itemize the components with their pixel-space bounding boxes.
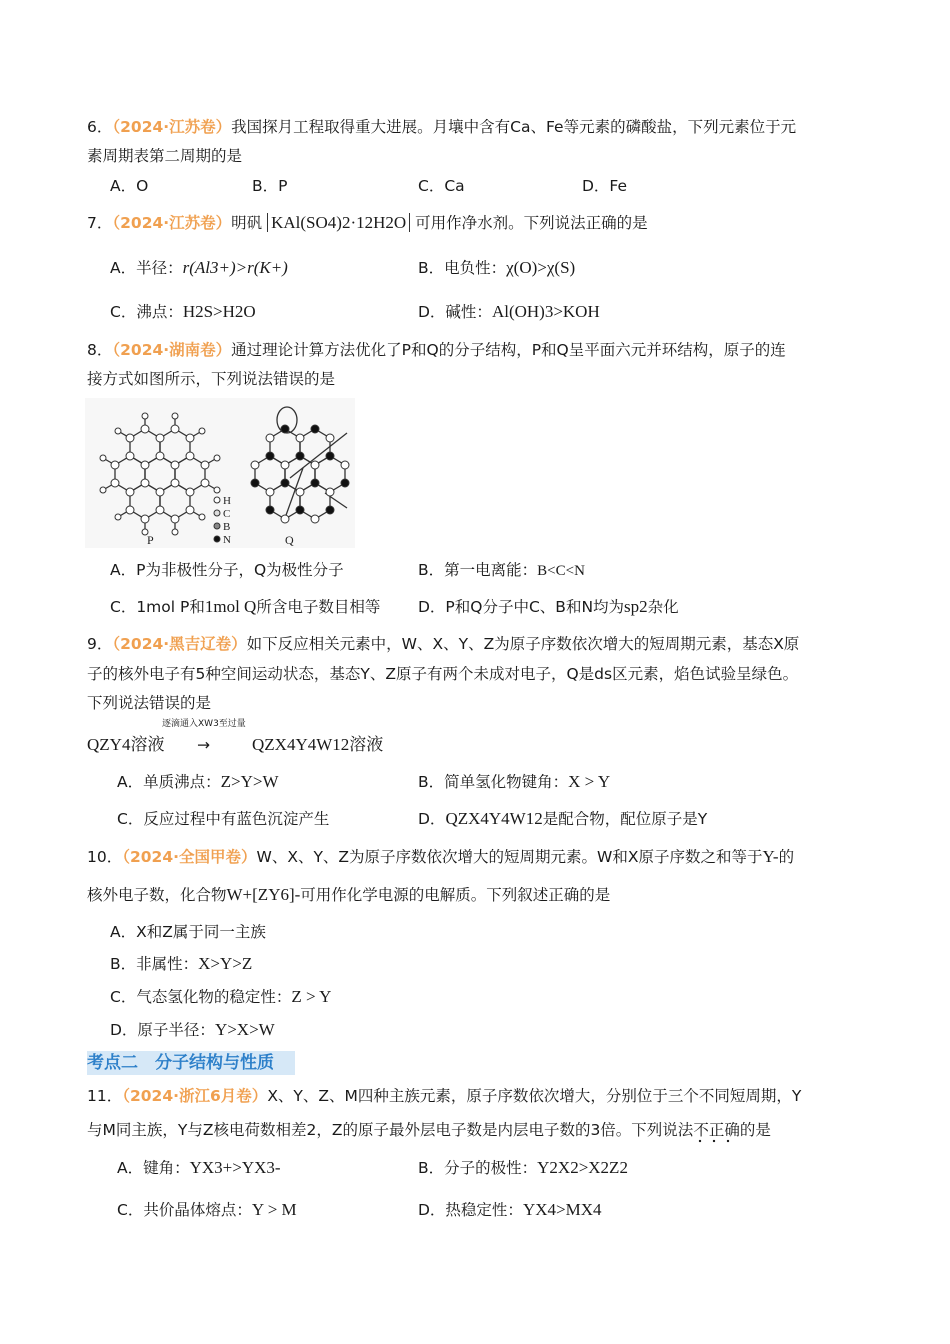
q9-reaction-right: QZX4Y4W12溶液 xyxy=(252,735,384,754)
legend-c: C xyxy=(223,508,231,520)
q6-text2: 素周期表第二周期的是 xyxy=(87,147,243,165)
q11-option-b-formula: Y2X2>X2Z2 xyxy=(537,1158,628,1177)
q11-text2a: 与M同主族，Y与Z核电荷数相差2，Z的原子最外层电子数是内层电子数的3倍。下列说法 xyxy=(87,1121,694,1139)
q11-text1: X、Y、Z、M四种主族元素，原子序数依次增大，分别位于三个不同短周期，Y xyxy=(267,1087,802,1105)
legend-b: B xyxy=(223,521,231,533)
q11-option-c[interactable] xyxy=(117,1199,297,1221)
q8-number: 8． xyxy=(87,341,113,359)
q8-option-c-b: 1mol Q xyxy=(204,597,257,616)
q9-option-a-formula: Z>Y>W xyxy=(220,772,279,791)
q10-text1a: W、X、Y、Z为原子序数依次增大的短周期元素。W和X原子序数之和等于 xyxy=(256,848,763,866)
q11-option-c-label: C．共价晶体熔点： xyxy=(117,1201,252,1219)
q8-option-b-label: B．第一电离能： xyxy=(418,561,538,579)
q7-text-pre: 明矾 xyxy=(231,214,263,232)
q8-option-b-formula: B<C<N xyxy=(537,563,585,579)
q11-option-b[interactable] xyxy=(418,1157,628,1179)
q7-option-b-formula: χ(O)>χ(S) xyxy=(506,258,576,277)
q10-option-d-formula: Y>X>W xyxy=(214,1020,275,1039)
q7-formula: KAl(SO4)2·12H2O xyxy=(267,213,410,232)
q10-text2b: W+[ZY6]- xyxy=(226,885,301,904)
q11-option-b-label: B．分子的极性： xyxy=(418,1159,538,1177)
legend-h: H xyxy=(223,495,231,507)
q9-reaction-left: QZY4溶液 xyxy=(87,735,165,754)
q9-line1 xyxy=(87,633,799,655)
q6-option-b[interactable]: B．P xyxy=(252,177,288,195)
q10-option-c[interactable] xyxy=(110,986,331,1008)
q8-source: （2024·湖南卷） xyxy=(112,341,232,359)
q6-source: （2024·江苏卷） xyxy=(112,118,232,136)
q7-option-b[interactable] xyxy=(418,257,575,279)
q9-option-d-text: 是配合物，配位原子是Y xyxy=(542,810,708,828)
q10-option-c-label: C．气态氢化物的稳定性： xyxy=(110,988,292,1006)
q6-option-c[interactable]: C．Ca xyxy=(418,177,465,195)
q11-option-d-formula: YX4>MX4 xyxy=(522,1200,602,1219)
q7-option-d[interactable] xyxy=(418,301,600,323)
q11-option-d-label: D．热稳定性： xyxy=(418,1201,523,1219)
q9-number: 9． xyxy=(87,635,113,653)
q10-option-d-label: D．原子半径： xyxy=(110,1021,215,1039)
q10-source: （2024·全国甲卷） xyxy=(122,848,257,866)
q7-option-b-label: B．电负性： xyxy=(418,259,507,277)
q9-option-d[interactable] xyxy=(418,808,707,830)
q6-option-d[interactable]: D．Fe xyxy=(582,177,628,195)
q8-option-a[interactable]: A．P为非极性分子，Q为极性分子 xyxy=(110,561,344,579)
q7-option-c-formula: H2S>H2O xyxy=(182,302,256,321)
q7-option-a-formula: r(Al3+)>r(K+) xyxy=(182,258,288,277)
q9-reaction-arrow: → xyxy=(197,736,210,754)
q8-text2: 接方式如图所示，下列说法错误的是 xyxy=(87,370,336,388)
q6-number: 6． xyxy=(87,118,113,136)
q9-text1: 如下反应相关元素中，W、X、Y、Z为原子序数依次增大的短周期元素，基态X原 xyxy=(246,635,800,653)
q9-option-a-label: A．单质沸点： xyxy=(117,773,221,791)
q10-option-b-label: B．非属性： xyxy=(110,955,199,973)
q11-line1 xyxy=(87,1085,801,1107)
q10-option-c-formula: Z > Y xyxy=(291,987,332,1006)
q10-text2c: 可用作化学电源的电解质。下列叙述正确的是 xyxy=(300,886,611,904)
q9-option-d-formula: QZX4Y4W12 xyxy=(445,809,543,828)
q6-line1 xyxy=(87,116,796,138)
q9-reaction-condition: 逐滴通入XW3至过量 xyxy=(162,719,246,729)
q10-text1c: 的 xyxy=(778,848,795,866)
q7-option-c[interactable] xyxy=(110,301,256,323)
q6-text1: 我国探月工程取得重大进展。月壤中含有Ca、Fe等元素的磷酸盐，下列元素位于元 xyxy=(231,118,797,136)
q10-text2a: 核外电子数，化合物 xyxy=(87,886,227,904)
q9-option-b-formula: X > Y xyxy=(568,772,611,791)
q9-text3: 下列说法错误的是 xyxy=(87,694,212,712)
q8-option-d[interactable] xyxy=(418,596,679,618)
q10-option-b-formula: X>Y>Z xyxy=(198,954,253,973)
q10-option-a[interactable]: A．X和Z属于同一主族 xyxy=(110,923,266,941)
q11-source: （2024·浙江6月卷） xyxy=(122,1087,268,1105)
q9-option-c[interactable]: C．反应过程中有蓝色沉淀产生 xyxy=(117,810,330,828)
q7-option-d-formula: Al(OH)3>KOH xyxy=(491,302,600,321)
q7-line1 xyxy=(87,212,648,234)
q8-molecule-figure xyxy=(85,398,355,548)
q11-option-a-label: A．键角： xyxy=(117,1159,190,1177)
q10-option-d[interactable] xyxy=(110,1019,275,1041)
q10-text1b: Y- xyxy=(762,847,779,866)
q11-line2 xyxy=(87,1119,771,1141)
q8-option-d-b: sp2 xyxy=(624,597,648,616)
q11-option-a-formula: YX3+>YX3- xyxy=(189,1158,281,1177)
q7-option-a[interactable] xyxy=(110,257,288,279)
q11-text2c: 的是 xyxy=(739,1121,771,1139)
q10-line1 xyxy=(87,846,794,868)
q8-text1: 通过理论计算方法优化了P和Q的分子结构，P和Q呈平面六元并环结构，原子的连 xyxy=(231,341,786,359)
q7-text-post: 可用作净水剂。下列说法正确的是 xyxy=(415,214,648,232)
q10-option-b[interactable] xyxy=(110,953,252,975)
q9-text2: 子的核外电子有5种空间运动状态，基态Y、Z原子有两个未成对电子，Q是ds区元素，焰色试验呈绿色。 xyxy=(87,665,799,683)
q8-option-c[interactable] xyxy=(110,596,380,618)
figure-label-q: Q xyxy=(285,533,294,547)
q11-option-d[interactable] xyxy=(418,1199,601,1221)
q9-option-a[interactable] xyxy=(117,771,279,793)
section-header: 考点二 分子结构与性质 xyxy=(87,1051,295,1075)
q7-number: 7． xyxy=(87,214,113,232)
q10-number: 10． xyxy=(87,848,123,866)
figure-label-p: P xyxy=(147,533,154,547)
q11-option-c-formula: Y > M xyxy=(251,1200,297,1219)
q9-option-d-label: D． xyxy=(418,810,446,828)
q7-source: （2024·江苏卷） xyxy=(112,214,232,232)
q10-line2 xyxy=(87,884,610,906)
q8-option-c-a: C．1mol P和 xyxy=(110,598,205,616)
q9-option-b-label: B．简单氢化物键角： xyxy=(418,773,569,791)
q6-option-a[interactable]: A．O xyxy=(110,177,149,195)
q11-option-a[interactable] xyxy=(117,1157,281,1179)
q11-text2b-emphasis: 不正确 xyxy=(693,1121,740,1143)
q7-option-d-label: D．碱性： xyxy=(418,303,492,321)
q8-option-c-c: 所含电子数目相等 xyxy=(256,598,381,616)
q8-line1 xyxy=(87,339,786,361)
q7-option-c-label: C．沸点： xyxy=(110,303,183,321)
q9-option-b[interactable] xyxy=(418,771,610,793)
q7-option-a-label: A．半径： xyxy=(110,259,183,277)
q11-number: 11． xyxy=(87,1087,123,1105)
q8-option-d-a: D．P和Q分子中C、B和N均为 xyxy=(418,598,625,616)
q9-source: （2024·黑吉辽卷） xyxy=(112,635,247,653)
q8-option-b[interactable] xyxy=(418,559,585,582)
q8-option-d-c: 杂化 xyxy=(647,598,679,616)
legend-n: N xyxy=(223,534,231,546)
